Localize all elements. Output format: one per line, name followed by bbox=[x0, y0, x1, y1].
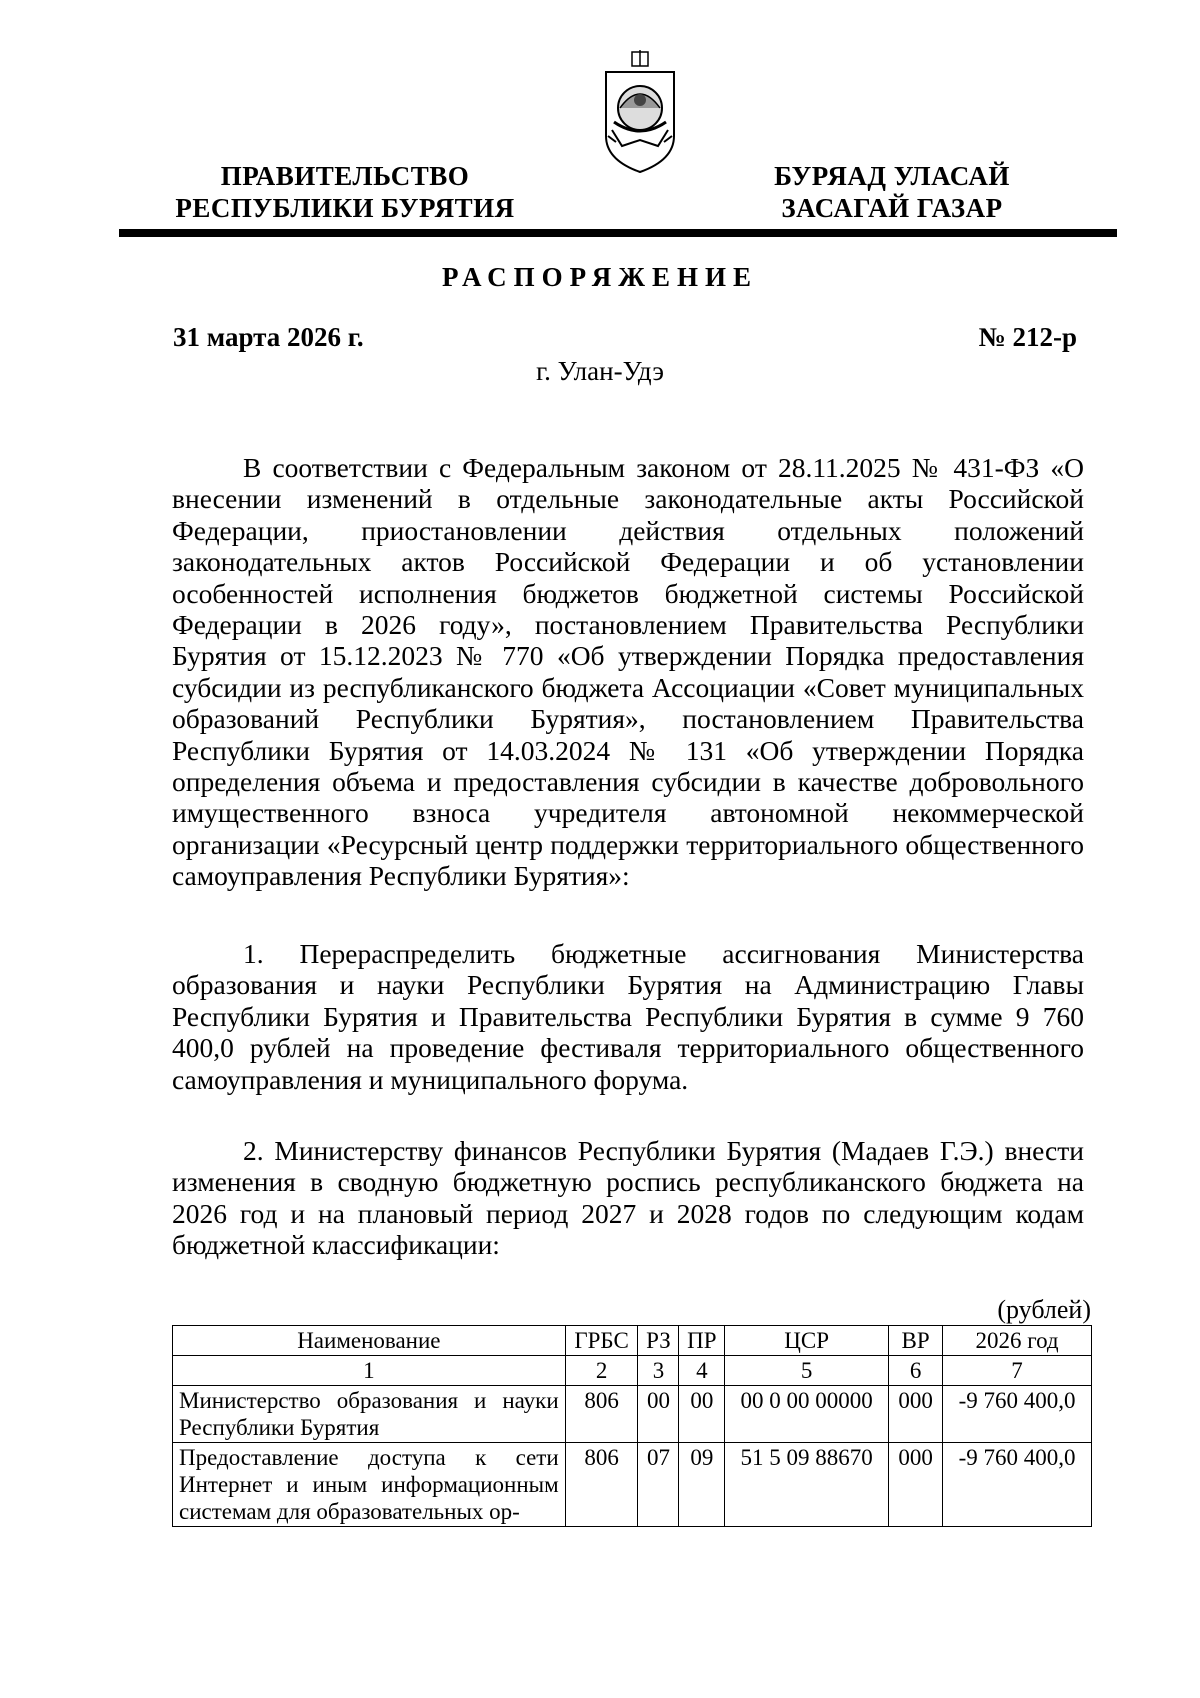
index-cell: 5 bbox=[725, 1356, 889, 1386]
row-pr-cell: 00 bbox=[679, 1386, 725, 1443]
header-left-line1: ПРАВИТЕЛЬСТВО bbox=[220, 161, 470, 191]
table-row bbox=[173, 1443, 1092, 1527]
header-divider bbox=[119, 229, 1117, 237]
table-row bbox=[173, 1386, 1092, 1443]
row-amount-cell: -9 760 400,0 bbox=[943, 1386, 1092, 1443]
document-date: 31 марта 2026 г. bbox=[173, 322, 364, 352]
table-units-label: (рублей) bbox=[997, 1295, 1091, 1324]
row-grbs-cell: 806 bbox=[565, 1443, 638, 1527]
row-csr-cell: 51 5 09 88670 bbox=[725, 1443, 889, 1527]
index-cell: 4 bbox=[679, 1356, 725, 1386]
row-amount-cell: -9 760 400,0 bbox=[943, 1443, 1092, 1527]
row-name-cell: Министерство образования и науки Республики Бурятия bbox=[173, 1386, 566, 1443]
header-name: Наименование bbox=[173, 1326, 566, 1356]
coat-of-arms-emblem bbox=[592, 50, 688, 180]
header-right-line2: ЗАСАГАЙ ГАЗАР bbox=[781, 193, 1003, 223]
row-vr-cell: 000 bbox=[889, 1443, 943, 1527]
document-city: г. Улан-Удэ bbox=[536, 356, 664, 386]
table-index-row bbox=[173, 1356, 1092, 1386]
header-right-block bbox=[742, 160, 1042, 224]
document-number: № 212-р bbox=[978, 322, 1077, 352]
header-right-line1: БУРЯАД УЛАСАЙ bbox=[774, 161, 1010, 191]
index-cell: 7 bbox=[943, 1356, 1092, 1386]
row-rz-cell: 00 bbox=[638, 1386, 679, 1443]
header-csr: ЦСР bbox=[725, 1326, 889, 1356]
row-grbs-cell: 806 bbox=[565, 1386, 638, 1443]
item-1-paragraph: 1. Перераспределить бюджетные ассигнования Министерства образования и науки Республики Бурятия на Администрацию Главы Республики Бурятия и Правительства Республики Бурятия в сумме 9 760 400,0 рублей на проведение фестиваля территориального общественного самоуправления и муниципального форума. bbox=[172, 938, 1084, 1095]
row-pr-cell: 09 bbox=[679, 1443, 725, 1527]
header-pr: ПР bbox=[679, 1326, 725, 1356]
document-type-title: РАСПОРЯЖЕНИЕ bbox=[441, 262, 759, 292]
row-vr-cell: 000 bbox=[889, 1386, 943, 1443]
row-rz-cell: 07 bbox=[638, 1443, 679, 1527]
table-header-row bbox=[173, 1326, 1092, 1356]
index-cell: 6 bbox=[889, 1356, 943, 1386]
header-vr: ВР bbox=[889, 1326, 943, 1356]
header-rz: РЗ bbox=[638, 1326, 679, 1356]
header-year: 2026 год bbox=[943, 1326, 1092, 1356]
header-grbs: ГРБС bbox=[565, 1326, 638, 1356]
row-csr-cell: 00 0 00 00000 bbox=[725, 1386, 889, 1443]
index-cell: 2 bbox=[565, 1356, 638, 1386]
index-cell: 3 bbox=[638, 1356, 679, 1386]
header-left-block bbox=[160, 160, 530, 224]
row-name-cell: Предоставление доступа к сети Интернет и иным информационным системам для образовательных ор- bbox=[173, 1443, 566, 1527]
preamble-paragraph: В соответствии с Федеральным законом от 28.11.2025 № 431-ФЗ «О внесении изменений в отдельные законодательные акты Российской Федерации, приостановлении действия отдельных положений законодательных актов Российской Федерации и об установлении особенностей исполнения бюджетов бюджетной системы Российской Федерации в 2026 году», постановлением Правительства Республики Бурятия от 15.12.2023 № 770 «Об утверждении Порядка предоставления субсидии из республиканского бюджета Ассоциации «Совет муниципальных образований Республики Бурятия», постановлением Правительства Республики Бурятия от 14.03.2024 № 131 «Об утверждении Порядка определения объема и предоставления субсидии в качестве добровольного имущественного взноса учредителя автономной некоммерческой организации «Ресурсный центр поддержки территориального общественного самоуправления Республики Бурятия»: bbox=[172, 452, 1084, 892]
item-2-paragraph: 2. Министерству финансов Республики Бурятия (Мадаев Г.Э.) внести изменения в сводную бюджетную роспись республиканского бюджета на 2026 год и на плановый период 2027 и 2028 годов по следующим кодам бюджетной классификации: bbox=[172, 1135, 1084, 1261]
index-cell: 1 bbox=[173, 1356, 566, 1386]
budget-table bbox=[172, 1325, 1092, 1527]
header-left-line2: РЕСПУБЛИКИ БУРЯТИЯ bbox=[175, 193, 515, 223]
